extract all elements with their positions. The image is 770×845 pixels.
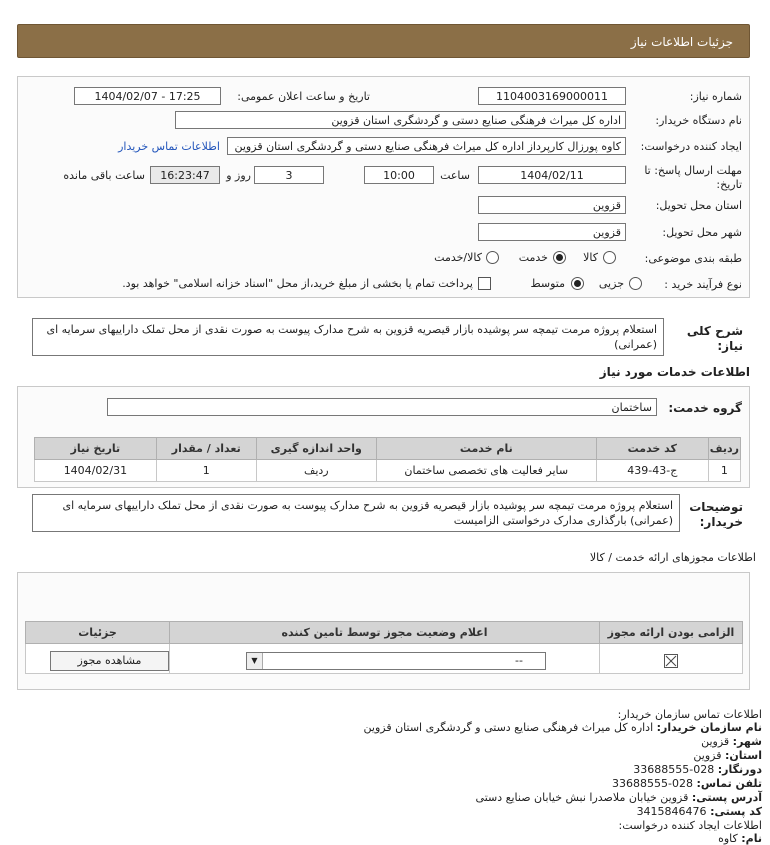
col-required: الزامی بودن ارائه مجوز [600, 622, 743, 644]
process-minor-label: جزیی [598, 277, 624, 290]
cell-name: سایر فعالیت های تخصصی ساختمان [376, 460, 596, 482]
category-goods-label: کالا [583, 251, 598, 264]
contact-postal-label: کد پستی: [710, 805, 762, 818]
col-code: کد خدمت [596, 438, 708, 460]
dropdown-arrow-icon: ▼ [247, 653, 263, 669]
city-field: قزوین [478, 223, 626, 241]
contact-city [701, 735, 762, 748]
contact-phone [612, 777, 762, 790]
province-label: استان محل تحویل: [655, 199, 742, 212]
contact-province-label: استان: [725, 749, 762, 762]
contact-postal [637, 805, 762, 818]
creator-label: ایجاد کننده درخواست: [640, 140, 742, 153]
buyer-notes-label: توضیحات خریدار: [689, 500, 743, 529]
creator-info-title: اطلاعات ایجاد کننده درخواست: [618, 819, 762, 832]
time-label: ساعت [440, 169, 470, 182]
contact-fax-label: دورنگار: [717, 763, 762, 776]
summary-label: شرح کلی نیاز: [686, 324, 743, 353]
summary-text: استعلام پروژه مرمت تیمچه سر پوشیده بازار قیصریه قزوین به شرح مدارک پیوست به صورت نقدی از محل تملک داراییهای سرمایه ای (عمرانی) [32, 318, 664, 356]
need-number-field: 1104003169000011 [478, 87, 626, 105]
announce-field: 1404/02/07 - 17:25 [74, 87, 221, 105]
col-unit: واحد اندازه گیری [256, 438, 376, 460]
contact-org [364, 721, 762, 734]
category-goods-service-radio[interactable] [486, 251, 499, 264]
buyer-field: اداره کل میراث فرهنگی صنایع دستی و گردشگری استان قزوین [175, 111, 626, 129]
col-row: ردیف [708, 438, 740, 460]
deadline-time-field: 10:00 [364, 166, 434, 184]
page-title: جزئیات اطلاعات نیاز [630, 35, 733, 49]
table-row [35, 460, 741, 482]
contact-city-label: شهر: [732, 735, 762, 748]
services-section-title: اطلاعات خدمات مورد نیاز [599, 365, 750, 379]
contact-org-label: نام سازمان خریدار: [656, 721, 762, 734]
announce-label: تاریخ و ساعت اعلان عمومی: [237, 90, 370, 103]
process-minor-radio[interactable] [629, 277, 642, 290]
contact-province-value: قزوین [693, 749, 722, 762]
deadline-date-field: 1404/02/11 [478, 166, 626, 184]
category-label: طبقه بندی موضوعی: [644, 252, 742, 265]
contact-city-value: قزوین [701, 735, 730, 748]
permits-section-title: اطلاعات مجوزهای ارائه خدمت / کالا [589, 551, 756, 564]
col-name: نام خدمت [376, 438, 596, 460]
process-medium-radio[interactable] [571, 277, 584, 290]
treasury-checkbox[interactable] [478, 277, 491, 290]
process-medium-label: متوسط [530, 277, 565, 290]
category-service-label: خدمت [518, 251, 548, 264]
service-group-label: گروه خدمت: [668, 401, 742, 415]
required-checkbox-icon [664, 654, 678, 668]
days-field: 3 [254, 166, 324, 184]
contact-province [693, 749, 762, 762]
treasury-text: پرداخت تمام یا بخشی از مبلغ خرید،از محل "اسناد خزانه اسلامی" خواهد بود. [122, 277, 473, 290]
contact-postal-value: 3415846476 [636, 805, 707, 818]
permits-table-header [26, 622, 743, 644]
contact-phone-value: 028-33688555 [612, 777, 694, 790]
creator-name [718, 832, 762, 845]
contact-phone-label: تلفن تماس: [696, 777, 762, 790]
cell-row: 1 [708, 460, 740, 482]
contact-fax-value: 028-33688555 [633, 763, 715, 776]
col-date: تاریخ نیاز [35, 438, 157, 460]
contact-title: اطلاعات تماس سازمان خریدار: [617, 708, 762, 721]
contact-address-value: قزوین خیابان ملاصدرا نبش خیابان صنایع دستی [475, 791, 689, 804]
creator-field: کاوه پورزال کارپرداز اداره کل میراث فرهنگی صنایع دستی و گردشگری استان قزوین [227, 137, 626, 155]
cell-code: ج-43-439 [596, 460, 708, 482]
buyer-label: نام دستگاه خریدار: [655, 114, 742, 127]
city-label: شهر محل تحویل: [662, 226, 742, 239]
process-label: نوع فرآیند خرید : [664, 278, 742, 291]
col-qty: تعداد / مقدار [156, 438, 256, 460]
category-service-radio[interactable] [553, 251, 566, 264]
contact-address [476, 791, 762, 804]
contact-org-value: اداره کل میراث فرهنگی صنایع دستی و گردشگری استان قزوین [363, 721, 654, 734]
category-goods-radio[interactable] [603, 251, 616, 264]
need-number-label: شماره نیاز: [689, 90, 742, 103]
buyer-contact-link[interactable]: اطلاعات تماس خریدار [118, 140, 220, 153]
contact-address-label: آدرس پستی: [691, 791, 762, 804]
service-group-field: ساختمان [107, 398, 657, 416]
view-permit-button[interactable]: مشاهده مجوز [50, 651, 169, 671]
category-goods-service-label: کالا/خدمت [434, 251, 482, 264]
contact-fax [633, 763, 762, 776]
creator-name-value: کاوه [718, 832, 738, 845]
buyer-notes-text: استعلام پروژه مرمت تیمچه سر پوشیده بازار قیصریه قزوین به شرح مدارک پیوست به صورت نقدی از محل تملک داراییهای سرمایه ای (عمرانی) بارگذاری مدارک درخواستی الزامیست [32, 494, 680, 532]
permit-status-select[interactable] [246, 652, 546, 670]
cell-unit: ردیف [256, 460, 376, 482]
province-field: قزوین [478, 196, 626, 214]
cell-qty: 1 [156, 460, 256, 482]
remaining-label: ساعت باقی مانده [63, 169, 145, 182]
col-details: جزئیات [26, 622, 170, 644]
remaining-time-field: 16:23:47 [150, 166, 220, 184]
creator-name-label: نام: [741, 832, 762, 845]
cell-date: 1404/02/31 [35, 460, 157, 482]
col-status: اعلام وضعیت مجوز توسط تامین کننده [170, 622, 600, 644]
deadline-label: مهلت ارسال پاسخ: تا تاریخ: [644, 164, 742, 191]
permit-status-value: -- [515, 654, 523, 667]
page-header [17, 24, 750, 58]
services-table [34, 437, 741, 482]
services-table-header [35, 438, 741, 460]
days-label: روز و [226, 169, 251, 182]
